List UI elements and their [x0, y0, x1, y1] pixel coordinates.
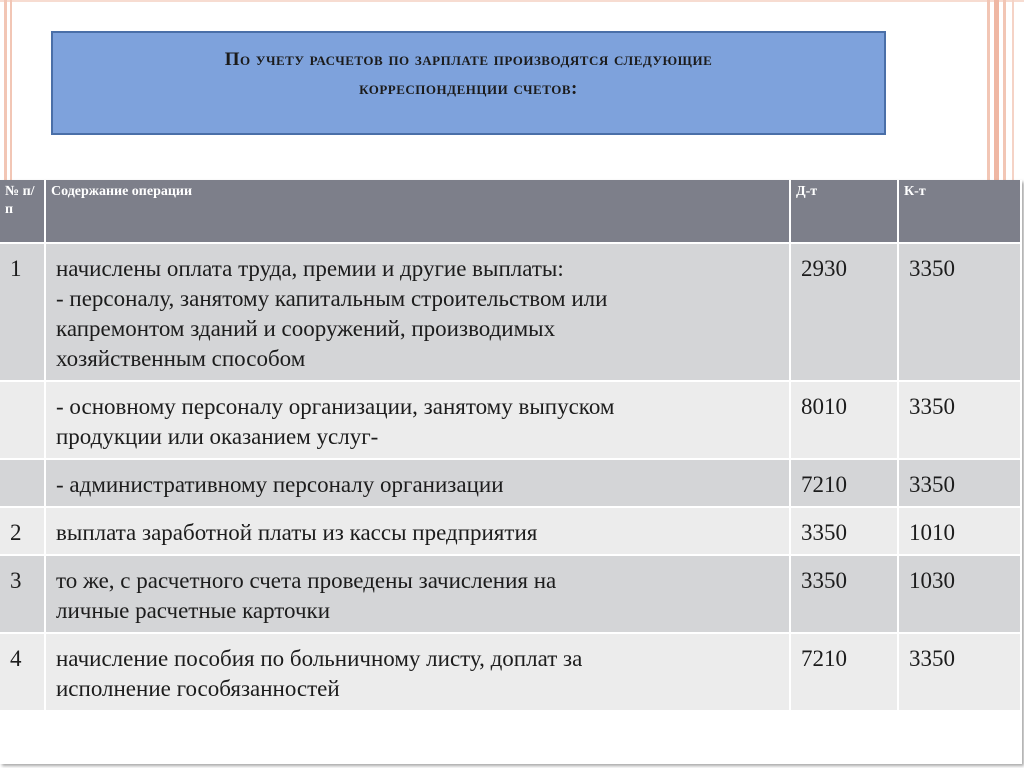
row-debit: 2930	[790, 243, 898, 381]
frame-top-line	[0, 0, 1024, 2]
header-number: № п/п	[0, 180, 45, 243]
row-credit: 1030	[898, 555, 1020, 633]
description-line: капремонтом зданий и сооружений, производимых	[56, 316, 556, 341]
table-row	[0, 555, 1020, 633]
description-line: начисление пособия по больничному листу, доплат за	[56, 646, 583, 671]
row-number	[0, 459, 45, 507]
row-description	[45, 381, 790, 459]
row-number	[0, 381, 45, 459]
row-number: 4	[0, 633, 45, 710]
header-debit: Д-т	[790, 180, 898, 243]
slide-title-line-1: По учету расчетов по зарплате производятся следующие	[224, 49, 713, 70]
row-description	[45, 507, 790, 555]
table-row	[0, 381, 1020, 459]
header-content: Содержание операции	[45, 180, 790, 243]
row-credit: 3350	[898, 459, 1020, 507]
description-line: личные расчетные карточки	[56, 598, 331, 623]
table-row	[0, 243, 1020, 381]
row-debit: 8010	[790, 381, 898, 459]
row-description	[45, 633, 790, 710]
row-debit: 7210	[790, 459, 898, 507]
row-description	[45, 243, 790, 381]
frame-right-line-edge	[1012, 0, 1014, 180]
description-line: то же, с расчетного счета проведены зачисления на	[56, 568, 557, 593]
row-credit: 3350	[898, 633, 1020, 710]
row-number: 1	[0, 243, 45, 381]
slide-title-box	[51, 31, 886, 135]
table-row	[0, 507, 1020, 555]
row-description	[45, 555, 790, 633]
description-line: хозяйственным способом	[56, 346, 306, 371]
row-number: 3	[0, 555, 45, 633]
row-credit: 1010	[898, 507, 1020, 555]
description-line: выплата заработной платы из кассы предприятия	[56, 520, 538, 545]
correspondence-table-container	[0, 180, 1022, 764]
correspondence-table	[0, 180, 1020, 710]
frame-right-line	[987, 0, 990, 180]
frame-left-line	[4, 0, 7, 180]
table-header-row	[0, 180, 1020, 243]
header-credit: К-т	[898, 180, 1020, 243]
frame-left-line-inner	[10, 0, 12, 180]
row-description	[45, 459, 790, 507]
row-credit: 3350	[898, 381, 1020, 459]
description-line: продукции или оказанием услуг-	[56, 424, 379, 449]
frame-right-line-thick	[994, 0, 999, 180]
row-debit: 7210	[790, 633, 898, 710]
frame-right-line-outer	[1003, 0, 1006, 180]
description-line: - основному персоналу организации, занятому выпуском	[56, 394, 615, 419]
table-row	[0, 633, 1020, 710]
description-line: - персоналу, занятому капитальным строительством или	[56, 286, 608, 311]
slide-title-line-2: корреспонденции счетов:	[359, 78, 578, 99]
table-row	[0, 459, 1020, 507]
description-line: начислены оплата труда, премии и другие выплаты:	[56, 256, 564, 281]
row-number: 2	[0, 507, 45, 555]
row-debit: 3350	[790, 555, 898, 633]
row-credit: 3350	[898, 243, 1020, 381]
row-debit: 3350	[790, 507, 898, 555]
description-line: - административному персоналу организации	[56, 472, 504, 497]
description-line: исполнение гособязанностей	[56, 676, 340, 701]
